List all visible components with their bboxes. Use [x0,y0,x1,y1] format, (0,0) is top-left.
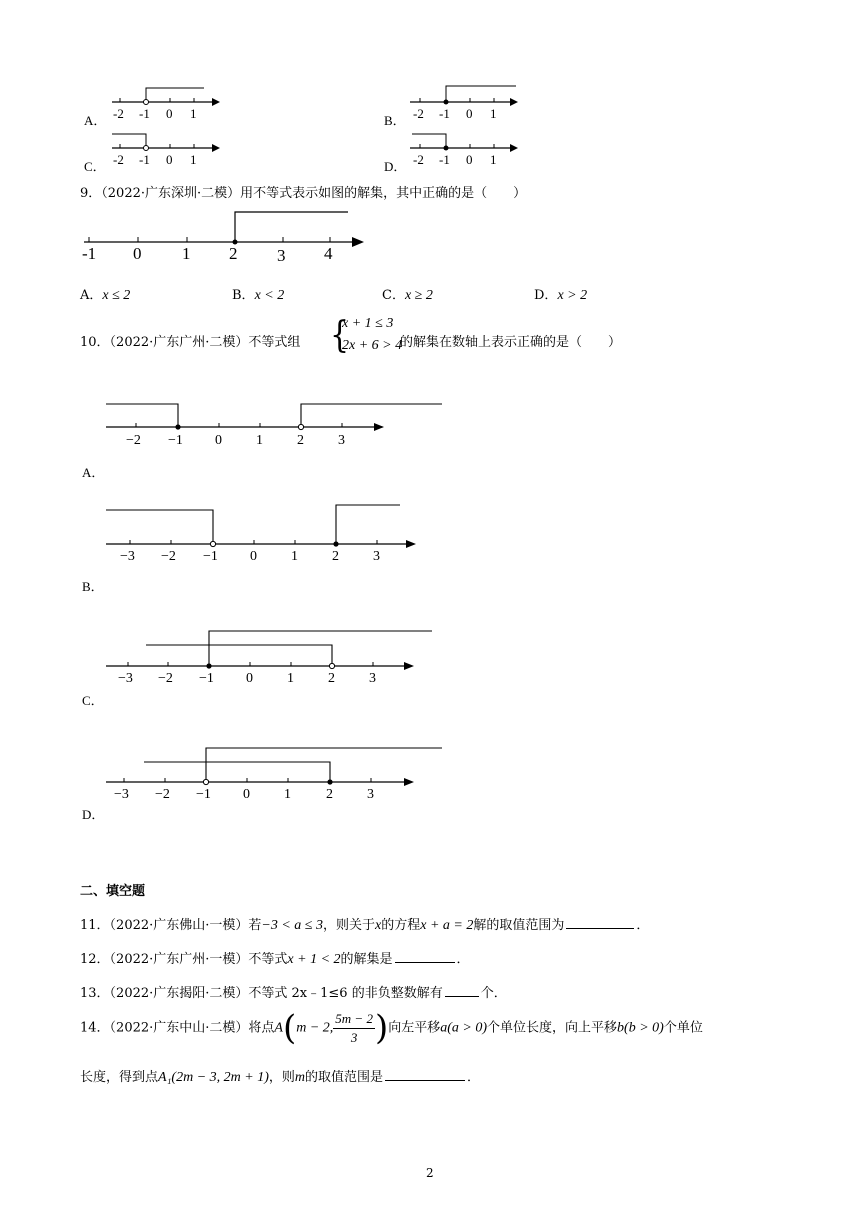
q8-option-d-label: D． [384,159,407,174]
q10-prefix: 10．（2022·广东广州·二模）不等式组 [80,335,301,350]
q10-option-c-label[interactable]: C． [82,693,104,708]
tick-label: -1 [139,152,150,167]
tick-label: -2 [113,106,124,121]
tick-label: 1 [182,244,191,263]
q9-option-a[interactable]: A．x ≤ 2 [80,288,131,303]
q9-option-c[interactable]: C．x ≥ 2 [382,288,433,303]
tick-label: −1 [168,433,183,448]
q10-option-d-label[interactable]: D． [82,807,105,822]
tick-label: 1 [490,152,497,167]
answer-blank[interactable] [445,984,479,997]
tick-label: 0 [466,106,473,121]
section-heading: 二、填空题 [80,884,146,899]
q10-inequality-1: x + 1 ≤ 3 [342,316,394,331]
answer-blank[interactable] [385,1068,465,1081]
page-number: 2 [426,1166,434,1180]
q10-option-d-number-line [104,742,449,802]
tick-label: 2 [326,787,333,802]
q8-option-b-label: B． [384,113,406,128]
tick-label: 1 [291,549,298,562]
tick-label: 2 [229,244,238,263]
q9-option-d[interactable]: D．x > 2 [534,288,588,303]
tick-label: 3 [338,433,345,448]
q8-option-c-number-line [108,128,228,170]
q14-question-line2: 长度，得到点A₁(2m − 3, 2m + 1)，则m的取值范围是 ． [80,1070,481,1085]
tick-label: 0 [243,787,250,802]
tick-label: 2 [328,671,335,686]
tick-label: −3 [114,787,129,802]
tick-label: −2 [161,549,176,562]
q10-system-brace: { [330,314,350,357]
tick-label: 1 [490,106,497,121]
tick-label: 2 [297,433,304,448]
tick-label: 1 [190,152,197,167]
q11-question: 11．（2022·广东佛山·一模）若−3 < a ≤ 3，则关于x的方程x + a = 2解的取值范围为 ． [80,918,650,933]
tick-label: −3 [120,549,135,562]
tick-label: 0 [466,152,473,167]
tick-label: 1 [256,433,263,448]
q9-question-text: 9．（2022·广东深圳·二模）用不等式表示如图的解集，其中正确的是（ ） [80,186,527,201]
tick-label: -1 [82,244,97,263]
q9-option-b[interactable]: B．x < 2 [232,288,285,303]
q9-number-line [82,206,372,264]
tick-label: 1 [287,671,294,686]
tick-label: -1 [439,106,450,121]
q14-question-line1: 14．（2022·广东中山·二模）将点A(m − 2, $\frac{5m - 2}{3}$ )向左平移a(a > 0)个单位长度，向上平移b(b > 0)个单位 [80,1008,703,1048]
q8-option-a-number-line [108,82,228,124]
q13-question: 13．（2022·广东揭阳·二模）不等式 2x﹣1≤6 的非负整数解有 个． [80,986,507,1001]
tick-label: 2 [332,549,339,562]
tick-label: 1 [284,787,291,802]
q10-option-a-label[interactable]: A． [82,465,105,480]
tick-label: 0 [250,549,257,562]
tick-label: −2 [158,671,173,686]
tick-label: −2 [155,787,170,802]
tick-label: 3 [277,246,286,264]
tick-label: 0 [166,152,173,167]
tick-label: 0 [133,244,142,263]
answer-blank[interactable] [566,916,634,929]
tick-label: 1 [190,106,197,121]
q8-option-c-label: C． [84,159,106,174]
tick-label: -2 [413,106,424,121]
q10-option-b-number-line [104,500,424,562]
tick-label: 3 [373,549,380,562]
tick-label: −1 [203,549,218,562]
q10-suffix: 的解集在数轴上表示正确的是（ ） [400,335,622,350]
tick-label: 3 [369,671,376,686]
q12-question: 12．（2022·广东广州·一模）不等式x + 1 < 2的解集是 ． [80,952,470,967]
q8-option-b-number-line [406,82,526,124]
q8-option-d-number-line [406,128,526,170]
tick-label: 4 [324,244,333,263]
tick-label: 0 [166,106,173,121]
tick-label: -1 [439,152,450,167]
tick-label: -1 [139,106,150,121]
tick-label: −2 [126,433,141,448]
fraction: $\frac{5m - 2}{3}$ [335,1010,373,1045]
answer-blank[interactable] [395,950,455,963]
q10-option-a-number-line [104,398,449,448]
tick-label: −3 [118,671,133,686]
q10-option-b-label[interactable]: B． [82,579,104,594]
tick-label: -2 [113,152,124,167]
q10-option-c-number-line [104,626,439,686]
tick-label: 0 [246,671,253,686]
tick-label: 0 [215,433,222,448]
tick-label: -2 [413,152,424,167]
tick-label: −1 [196,787,211,802]
tick-label: 3 [367,787,374,802]
tick-label: −1 [199,671,214,686]
q10-inequality-2: 2x + 6 > 4 [342,338,403,353]
q8-option-a-label: A． [84,113,107,128]
